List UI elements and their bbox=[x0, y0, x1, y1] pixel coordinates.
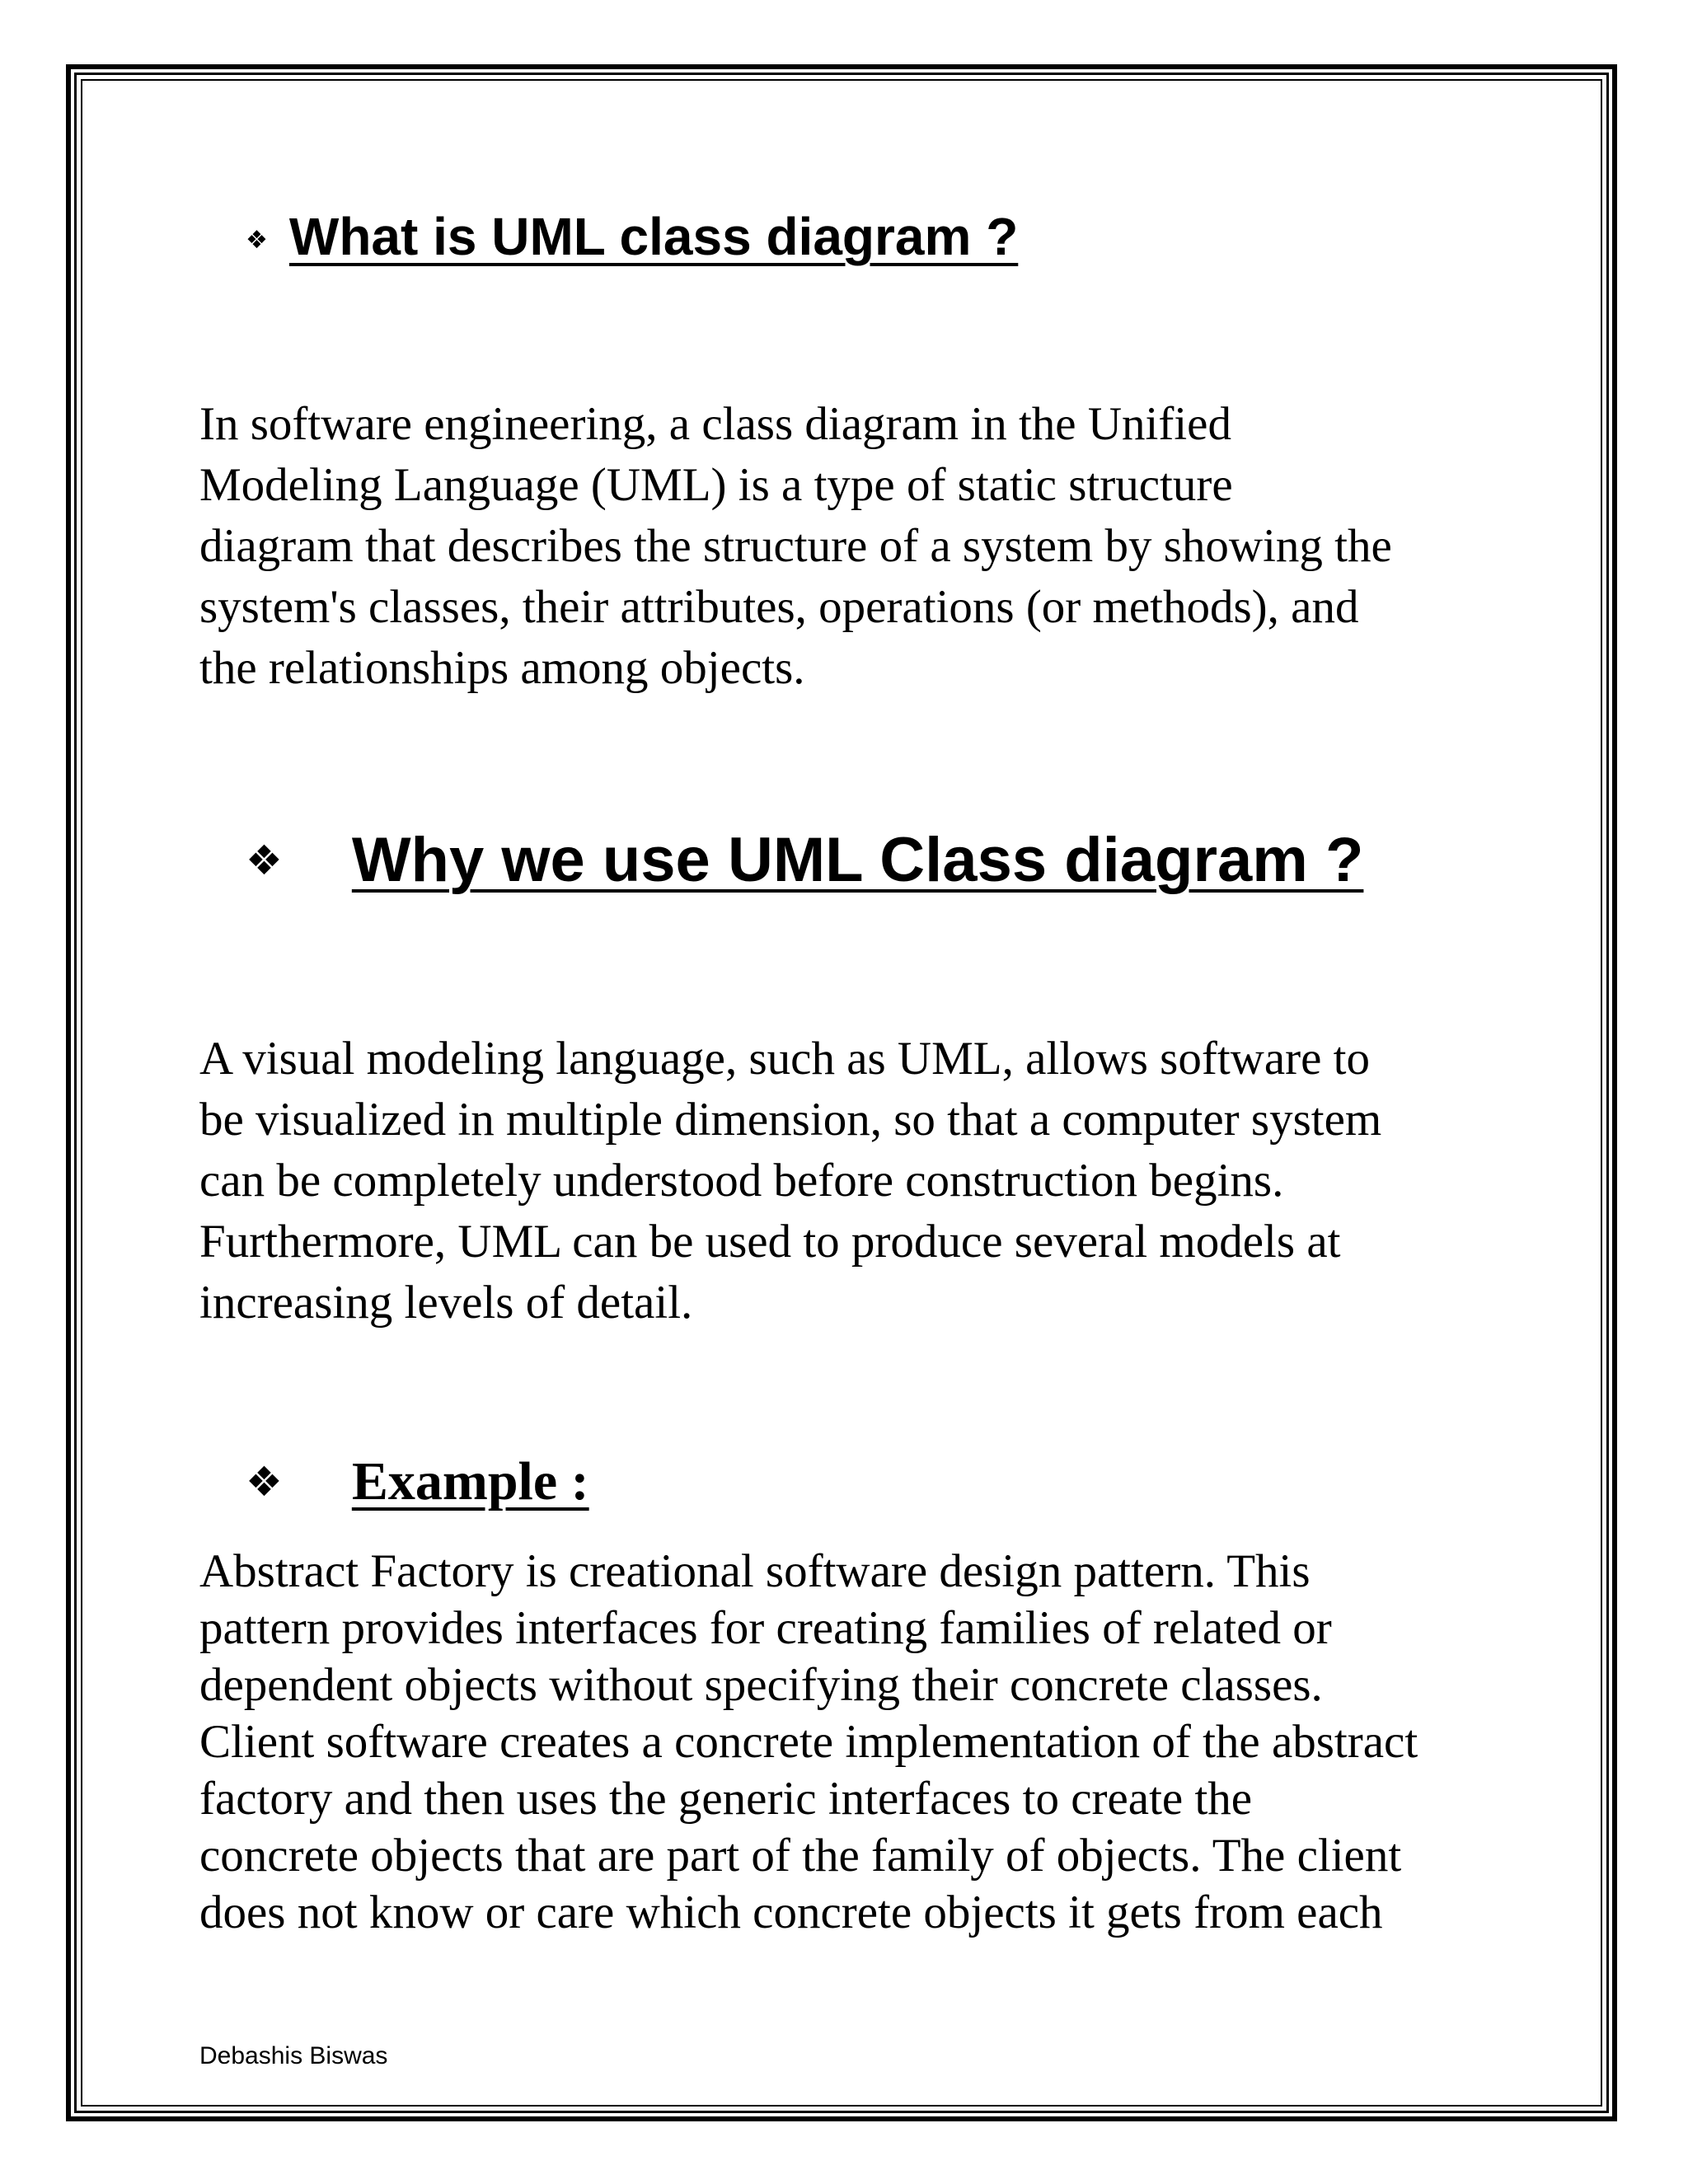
diamond-bullet-icon: ❖ bbox=[246, 836, 283, 884]
paragraph-line: pattern provides interfaces for creating families of related or bbox=[199, 1602, 1332, 1654]
section-paragraph-example bbox=[199, 1543, 1518, 1941]
section-heading-example bbox=[246, 1451, 589, 1513]
paragraph-line: diagram that describes the structure of a system by showing the bbox=[199, 520, 1392, 572]
paragraph-line: Abstract Factory is creational software design pattern. This bbox=[199, 1545, 1311, 1597]
section-paragraph-why-use-uml bbox=[199, 1029, 1518, 1333]
section-heading-text: What is UML class diagram ? bbox=[288, 207, 1019, 266]
diamond-bullet-icon: ❖ bbox=[246, 1458, 283, 1506]
paragraph-line: concrete objects that are part of the family of objects. The client bbox=[199, 1830, 1402, 1882]
paragraph-line: Modeling Language (UML) is a type of static structure bbox=[199, 459, 1233, 511]
paragraph-line: Furthermore, UML can be used to produce several models at bbox=[199, 1216, 1341, 1268]
diamond-bullet-icon: ❖ bbox=[246, 226, 268, 255]
paragraph-line: the relationships among objects. bbox=[199, 642, 805, 694]
paragraph-line: be visualized in multiple dimension, so that a computer system bbox=[199, 1094, 1382, 1146]
paragraph-line: does not know or care which concrete objects it gets from each bbox=[199, 1886, 1383, 1938]
section-heading-why-use-uml bbox=[246, 824, 1363, 896]
paragraph-line: factory and then uses the generic interfaces to create the bbox=[199, 1773, 1253, 1825]
section-heading-what-is-uml bbox=[246, 206, 1018, 267]
paragraph-line: Client software creates a concrete implementation of the abstract bbox=[199, 1716, 1418, 1768]
paragraph-line: dependent objects without specifying their concrete classes. bbox=[199, 1659, 1323, 1711]
paragraph-line: increasing levels of detail. bbox=[199, 1277, 693, 1329]
section-heading-text: Example : bbox=[351, 1451, 589, 1511]
paragraph-line: can be completely understood before construction begins. bbox=[199, 1155, 1284, 1207]
footer-author: Debashis Biswas bbox=[199, 2042, 388, 2069]
section-heading-text: Why we use UML Class diagram ? bbox=[351, 825, 1364, 895]
paragraph-line: A visual modeling language, such as UML, allows software to bbox=[199, 1033, 1370, 1085]
paragraph-line: system's classes, their attributes, operations (or methods), and bbox=[199, 581, 1359, 633]
paragraph-line: In software engineering, a class diagram in the Unified bbox=[199, 398, 1231, 450]
section-paragraph-what-is-uml bbox=[199, 394, 1518, 699]
